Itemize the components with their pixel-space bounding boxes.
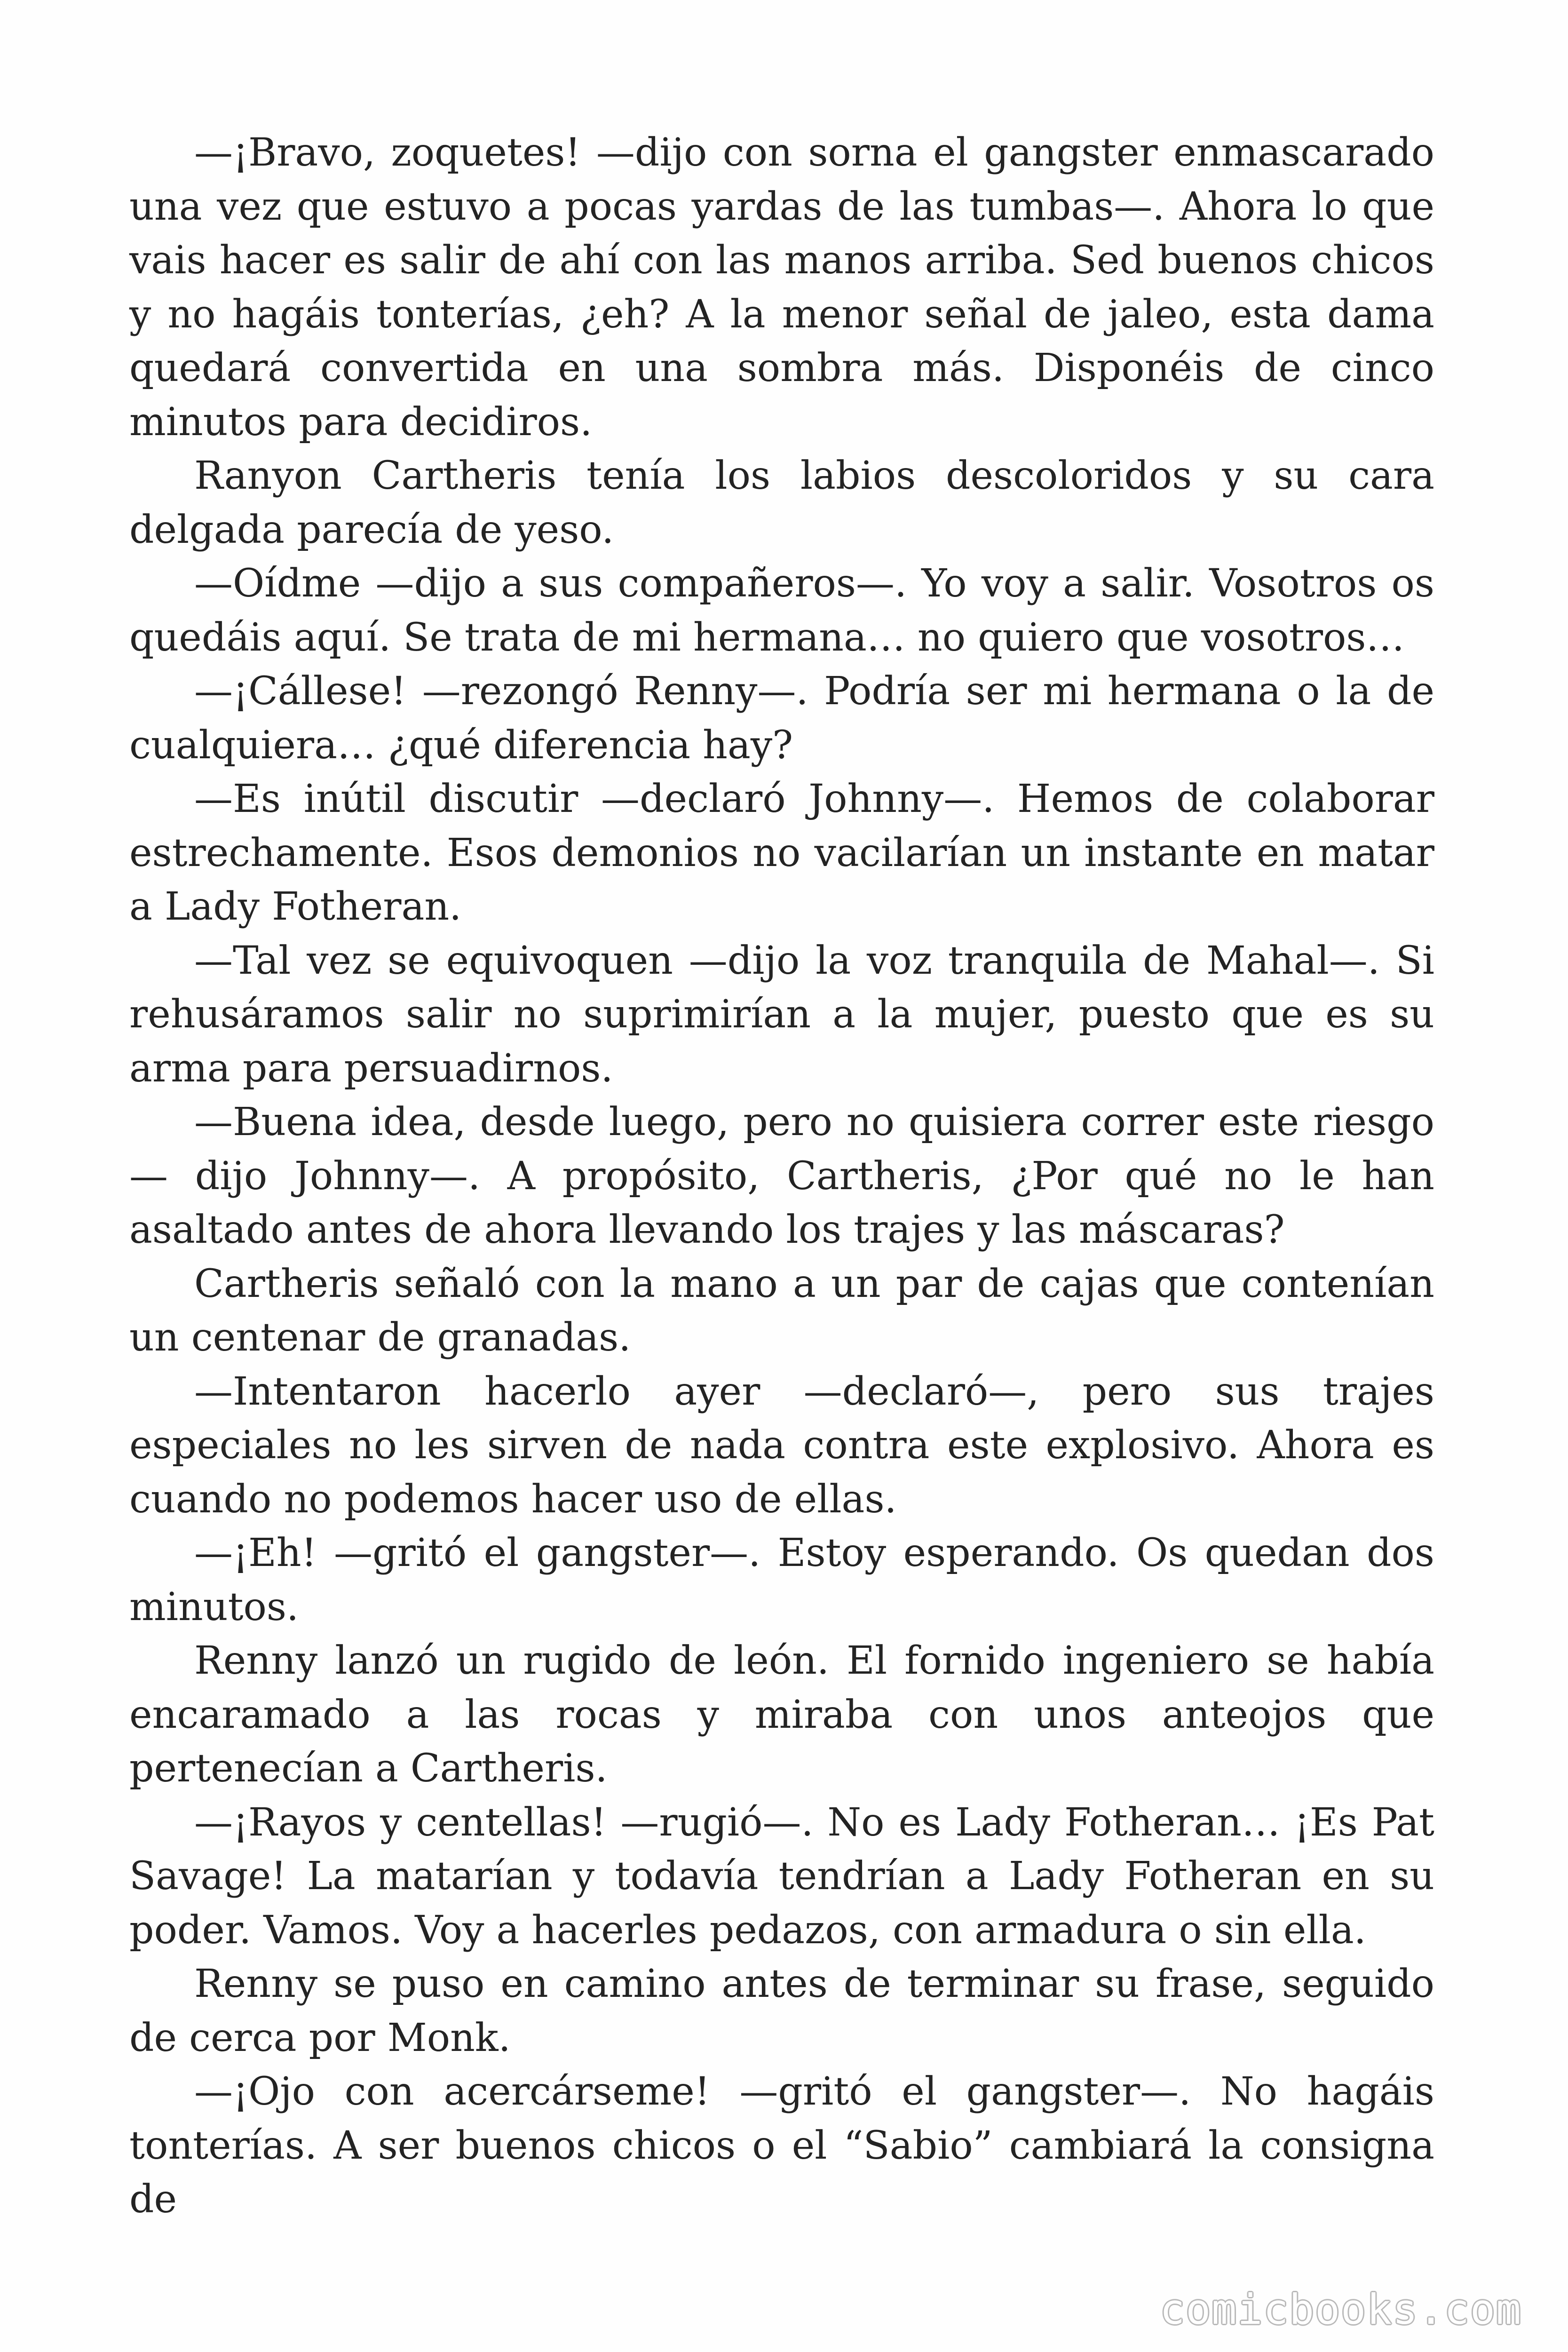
paragraph: —¡Bravo, zoquetes! —dijo con sorna el gangster enmascarado una vez que estuvo a pocas yardas de las tumbas—. Ahora lo que vais hacer es salir de ahí con las manos arriba. Sed buenos chicos y no hagáis tonterías, ¿eh? A la menor señal de jaleo, esta dama quedará convertida en una sombra más. Disponéis de cinco minutos para decidiros. (129, 130, 1434, 445)
body-text (129, 126, 1434, 2227)
paragraph: —Intentaron hacerlo ayer —declaró—, pero sus trajes especiales no les sirven de nada contra este explosivo. Ahora es cuando no podemos hacer uso de ellas. (129, 1369, 1434, 1522)
paragraph: —Oídme —dijo a sus compañeros—. Yo voy a salir. Vosotros os quedáis aquí. Se trata de mi hermana… no quiero que vosotros… (129, 561, 1434, 660)
paragraph: Renny se puso en camino antes de terminar su frase, seguido de cerca por Monk. (129, 1962, 1434, 2060)
paragraph: Ranyon Cartheris tenía los labios descoloridos y su cara delgada parecía de yeso. (129, 453, 1434, 552)
paragraph: —¡Rayos y centellas! —rugió—. No es Lady Fotheran… ¡Es Pat Savage! La matarían y todavía tendrían a Lady Fotheran en su poder. Vamos. Voy a hacerles pedazos, con armadura o sin ella. (129, 1800, 1434, 1953)
paragraph: —Tal vez se equivoquen —dijo la voz tranquila de Mahal—. Si rehusáramos salir no suprimirían a la mujer, puesto que es su arma para persuadirnos. (129, 938, 1434, 1091)
paragraph: Cartheris señaló con la mano a un par de cajas que contenían un centenar de granadas. (129, 1261, 1434, 1360)
paragraph: —Es inútil discutir —declaró Johnny—. Hemos de colaborar estrechamente. Esos demonios no vacilarían un instante en matar a Lady Fotheran. (129, 777, 1434, 929)
paragraph: Renny lanzó un rugido de león. El fornido ingeniero se había encaramado a las rocas y miraba con unos anteojos que pertenecían a Cartheris. (129, 1638, 1434, 1791)
watermark: comicbooks.com (1160, 2285, 1522, 2334)
paragraph: —Buena idea, desde luego, pero no quisiera correr este riesgo — dijo Johnny—. A propósito, Cartheris, ¿Por qué no le han asaltado antes de ahora llevando los trajes y las máscaras? (129, 1100, 1434, 1252)
paragraph: —¡Cállese! —rezongó Renny—. Podría ser mi hermana o la de cualquiera… ¿qué diferencia hay? (129, 669, 1434, 768)
paragraph: —¡Eh! —gritó el gangster—. Estoy esperando. Os quedan dos minutos. (129, 1531, 1434, 1629)
paragraph: —¡Ojo con acercárseme! —gritó el gangster—. No hagáis tonterías. A ser buenos chicos o el “Sabio” cambiará la consigna de (129, 2069, 1434, 2222)
